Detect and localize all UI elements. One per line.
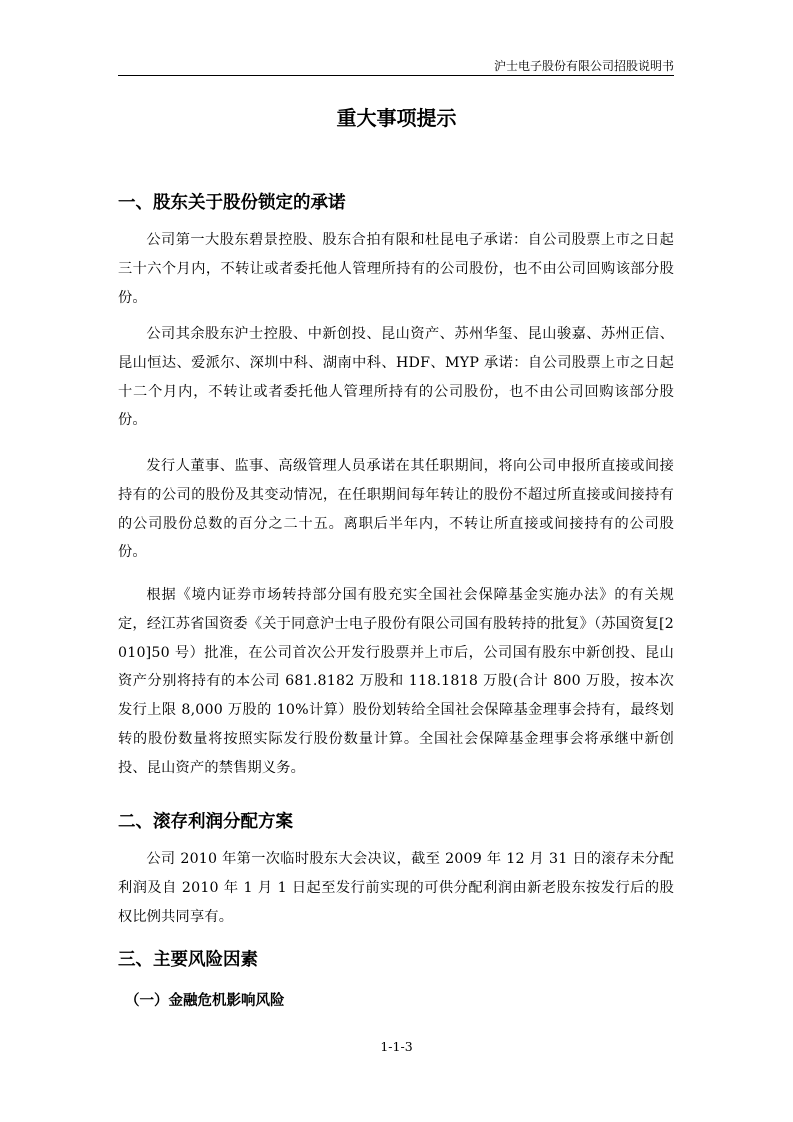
page-header xyxy=(118,55,674,76)
page-title: 重大事项提示 xyxy=(336,106,457,130)
subsection-heading: （一）金融危机影响风险 xyxy=(125,993,285,1009)
paragraph: 公司 2010 年第一次临时股东大会决议，截至 2009 年 12 月 31 日的滚存未分配利润及自 2010 年 1 月 1 日起至发行前实现的可供分配利润由新老股东按发行后的股权比例共同享有。 xyxy=(118,851,674,925)
section-heading-3: 三、主要风险因素 xyxy=(118,950,258,970)
page-number: 1-1-3 xyxy=(380,1039,413,1054)
paragraph: 根据《境内证券市场转持部分国有股充实全国社会保障基金实施办法》的有关规定，经江苏省国资委《关于同意沪士电子股份有限公司国有股转持的批复》（苏国资复[2010]50 号）批准，在公司首次公开发行股票并上市后，公司国有股东中新创投、昆山资产分别将持有的本公司 681.8182 万股和 118.1818 万股(合计 800 万股，按本次发行上限 8,000 万股的 10%计算）股份划转给全国社会保障基金理事会持有，最终划转的股份数量将按照实际发行股份数量计算。全国社会保障基金理事会将承继中新创投、昆山资产的禁售期义务。 xyxy=(118,587,674,776)
section-heading-2: 二、滚存利润分配方案 xyxy=(118,812,293,832)
section-heading-1: 一、股东关于股份锁定的承诺 xyxy=(118,193,346,213)
running-title: 沪士电子股份有限公司招股说明书 xyxy=(493,59,674,73)
paragraph: 发行人董事、监事、高级管理人员承诺在其任职期间，将向公司申报所直接或间接持有的公司的股份及其变动情况，在任职期间每年转让的股份不超过所直接或间接持有的公司股份总数的百分之二十五。离职后半年内，不转让所直接或间接持有的公司股份。 xyxy=(118,458,674,561)
paragraph: 公司第一大股东碧景控股、股东合拍有限和杜昆电子承诺：自公司股票上市之日起三十六个月内，不转让或者委托他人管理所持有的公司股份，也不由公司回购该部分股份。 xyxy=(118,232,674,306)
paragraph: 公司其余股东沪士控股、中新创投、昆山资产、苏州华玺、昆山骏嘉、苏州正信、昆山恒达、爱派尔、深圳中科、湖南中科、HDF、MYP 承诺：自公司股票上市之日起十二个月内，不转让或者委托他人管理所持有的公司股份，也不由公司回购该部分股份。 xyxy=(118,326,674,429)
